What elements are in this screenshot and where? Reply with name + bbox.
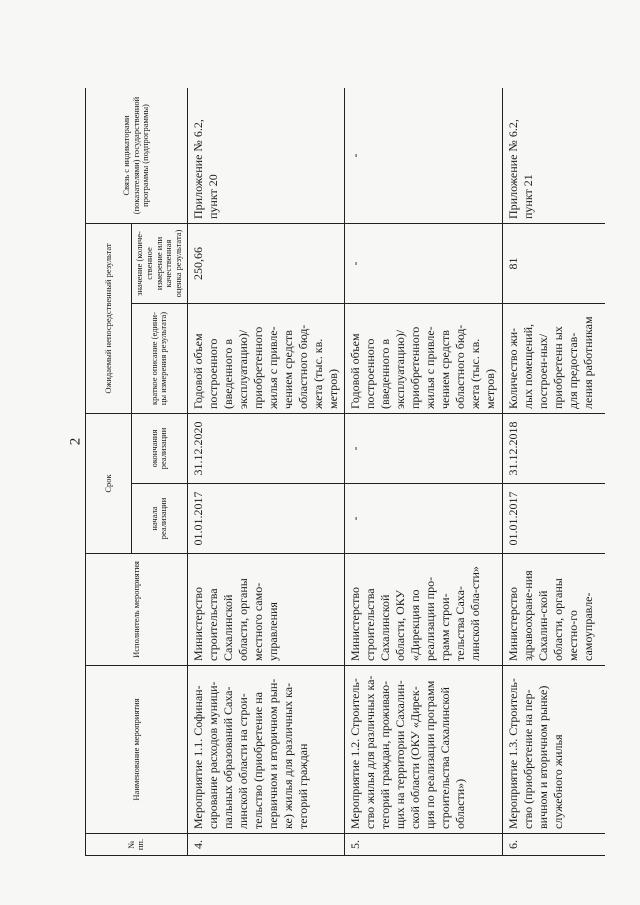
header-result-value: значение (количе-ственное измерение или качественная оценка результата) (132, 224, 188, 304)
result-description: Годовой объем построенного (введенного в эксплуатацию)/ приобретенного жилья с привле-чением средств областного бюд-жета (тыс. кв. метров) (344, 304, 502, 414)
header-row-1 (86, 88, 132, 856)
table-row (344, 88, 502, 856)
header-term-end: окончания реализации (132, 414, 188, 484)
measure-executor: Министерство строительства Сахалинской области, органы местного само-управления (187, 554, 344, 666)
measure-executor: Министерство здравоохране-ния Сахалин-ской области, органы местно-го самоуправле- (502, 554, 605, 666)
result-value: - (344, 224, 502, 304)
measure-name: Мероприятие 1.1. Софинан-сирование расходов муници-пальных образований Саха-линской области на строи-тельство (приобретение на первичном и вторичном рын-ке) жилья для различных ка-тегорий граждан (187, 666, 344, 834)
header-name: Наименование мероприятия (86, 666, 188, 834)
header-num: № пп. (86, 834, 188, 856)
header-executor: Исполнитель мероприятия (86, 554, 188, 666)
result-description: Годовой объем построенного (введенного в эксплуатацию)/ приобретенного жилья с привле-чением средств областного бюд-жета (тыс. кв. метров) (187, 304, 344, 414)
indicator-link: - (344, 88, 502, 224)
header-result-desc: краткое описание (едини-цы измерения результата) (132, 304, 188, 414)
measure-name: Мероприятие 1.2. Строитель-ство жилья для различных ка-тегорий граждан, проживаю-щих на территории Сахалин-ской области (ОКУ «Дирек-ция по реализации программ строительства Сахалинской области») (344, 666, 502, 834)
measures-table (85, 88, 605, 856)
rotated-table-container (85, 88, 605, 856)
measure-name: Мероприятие 1.3. Строитель-ство (приобретение на пер-вичном и вторичном рынке) служебного жилья (502, 666, 605, 834)
term-start: 01.01.2017 (502, 484, 605, 554)
result-description: Количество жи-лых помещений, построен-ных/приобретенн ых для предостав-ления работникам (502, 304, 605, 414)
table-row (187, 88, 344, 856)
indicator-link: Приложение № 6.2, пункт 21 (502, 88, 605, 224)
table-row (502, 88, 605, 856)
result-value: 81 (502, 224, 605, 304)
row-number: 4. (187, 834, 344, 856)
page-number: 2 (67, 437, 84, 446)
result-value: 250,66 (187, 224, 344, 304)
header-result: Ожидаемый непосредственный результат (86, 224, 132, 414)
term-end: - (344, 414, 502, 484)
row-number: 5. (344, 834, 502, 856)
indicator-link: Приложение № 6.2, пункт 20 (187, 88, 344, 224)
row-number: 6. (502, 834, 605, 856)
term-start: - (344, 484, 502, 554)
header-term: Срок (86, 414, 132, 554)
measure-executor: Министерство строительства Сахалинской области, ОКУ «Дирекция по реализации про-грамм строи-тельства Саха-линской обла-сти» (344, 554, 502, 666)
header-link: Связь с индикаторами (показателями) государственной программы (подпрограммы) (86, 88, 188, 224)
term-start: 01.01.2017 (187, 484, 344, 554)
term-end: 31.12.2018 (502, 414, 605, 484)
header-term-start: начала реализации (132, 484, 188, 554)
document-table-frame (85, 88, 605, 856)
term-end: 31.12.2020 (187, 414, 344, 484)
